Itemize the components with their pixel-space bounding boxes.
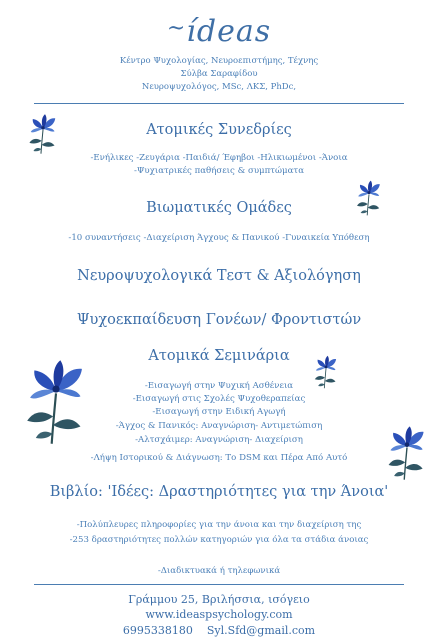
- section-title-seminars: Ατομικά Σεμινάρια: [148, 348, 290, 364]
- header-credentials: Νευροψυχολόγος, MSc, ΛΚΣ, PhDc,: [141, 82, 297, 92]
- footer-website[interactable]: www.ideaspsychology.com: [145, 608, 293, 621]
- seminar-item-1: -Εισαγωγή στην Ψυχική Ασθένεια: [144, 381, 294, 391]
- groups-line-1: -10 συναντήσεις -Διαχείριση Άγχους & Πανικού -Γυναικεία Υπόθεση: [68, 233, 370, 243]
- seminar-item-2: -Εισαγωγή στις Σχολές Ψυχοθεραπείας: [132, 394, 306, 404]
- seminar-item-3: -Εισαγωγή στην Ειδική Αγωγή: [152, 407, 286, 417]
- footer-address: Γράμμου 25, Βριλήσσια, ισόγειο: [128, 593, 310, 606]
- book-line-1: -Πολύπλευρες πληροφορίες για την άνοια και την διαχείριση της: [76, 520, 362, 530]
- footer-phone[interactable]: 6995338180: [122, 624, 193, 637]
- book-note: -Διαδικτυακά ή τηλεφωνικά: [157, 566, 281, 576]
- header-center-name: Κέντρο Ψυχολογίας, Νευροεπιστήμης, Τέχνης: [119, 56, 319, 66]
- seminar-item-4: -Άγχος & Πανικός: Αναγνώριση- Αντιμετώπιση: [115, 421, 323, 431]
- footer-contact: [0, 623, 438, 638]
- header-person-name: Σύλβα Σαραφίδου: [180, 69, 258, 79]
- brand-logo-text: ídeas: [186, 14, 272, 49]
- brand-logo: ~ídeas: [166, 14, 272, 49]
- seminar-item-6: -Λήψη Ιστορικού & Διάγνωση: Το DSM και Πέρα Από Αυτό: [90, 453, 348, 463]
- individual-line-1: -Ενήλικες -Ζευγάρια -Παιδιά/ Έφηβοι -Ηλικιωμένοι -Άνοια: [90, 153, 348, 163]
- section-title-groups: Βιωματικές Ομάδες: [146, 200, 292, 216]
- book-line-2: -253 δραστηριότητες πολλών κατηγοριών για όλα τα στάδια άνοιας: [69, 535, 369, 545]
- flower-illustration-5: [384, 418, 430, 488]
- section-title-tests: Νευροψυχολογικά Τεστ & Αξιολόγηση: [77, 268, 361, 284]
- section-title-individual: Ατομικές Συνεδρίες: [146, 122, 292, 138]
- top-divider: [34, 103, 404, 104]
- section-title-parents: Ψυχοεκπαίδευση Γονέων/ Φροντιστών: [76, 312, 362, 328]
- footer-email[interactable]: Syl.Sfd@gmail.com: [206, 624, 316, 637]
- bottom-divider: [34, 584, 404, 585]
- individual-line-2: -Ψυχιατρικές παθήσεις & συμπτώματα: [133, 166, 304, 176]
- section-title-book: Βιβλίο: 'Ιδέες: Δραστηριότητες για την Άνοια': [49, 484, 389, 500]
- seminar-item-5: -Αλτσχάιμερ: Αναγνώριση- Διαχείριση: [135, 435, 303, 445]
